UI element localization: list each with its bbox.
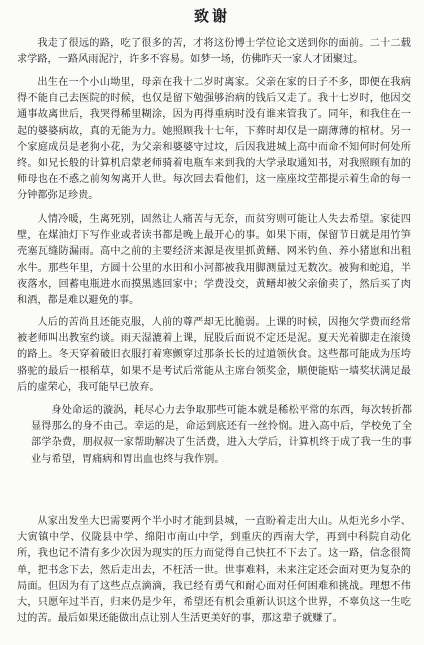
paragraph-2: 出生在一个小山坳里，母亲在我十二岁时离家。父亲在家的日子不多，即便在我病得不能自己去医院的时候，也仅是留下勉强够治病的钱后又走了。我十七岁时，他因交通事故离世后，我哭得稀里糊涂，因为再得重病时没有谁来管我了。同年，和我住在一起的婆婆病故，真的无能为力。她照顾我十七年，下葬时却仅是一副薄薄的棺材。另一个家庭成员是老狗小花，为父亲和婆婆守过坟，后因我进城上高中而命不知何时何处所终。如兄长般的计算机启蒙老师骑着电瓶车来到我的大学录取通知书，对我照顾有加的师母也在不惑之前匆匆离开人世。每次回去看他们，这一座座坟茔都提示着生命的每一分钟都弥足珍贵。	[17, 77, 411, 202]
paragraph-1: 我走了很远的路，吃了很多的苦，才将这份博士学位论文送到你的面前。二十二载求学路，一路风雨泥泞，许多不容易。如梦一场，仿佛昨天一家人才团聚过。	[17, 38, 411, 66]
paragraph-4: 人后的苦尚且还能克服，人前的尊严却无比脆弱。上课的时候，因拖欠学费而经常被老师叫出教室约谈。雨天湿漉着上课，屁股后面说不定还是泥。夏天光着脚走在滚烫的路上。冬天穿着破旧衣服打着寒颤穿过那条长长的过道领伙食。这些都可能成为压垮骆驼的最后一根稻草，如果不是考试后常能从主席台领奖金，顺便能贴一墙奖状满足最后的虚荣心，我可能早已放弃。	[17, 317, 411, 393]
paragraph-5: 身处命运的漩涡，耗尽心力去争取那些可能本就是稀松平常的东西，每次转折都显得那么的身不由己。幸运的是，命运到底还有一丝怜悯。进入高中后，学校免了全部学杂费，朋叔叔一家帮助解决了生活费，进入大学后，计算机终于成了我一生的事业与希望，胃痛病和胃出血也终与我作别。	[31, 405, 412, 465]
paragraph-6: 从家出发坐大巴需要两个半小时才能到县城，一直盼着走出大山。从炬光乡小学、大寅镇中学、仪陇县中学、绵阳市南山中学，到重庆的西南大学，再到中科院自动化所，我也记不清有多少次因为现实的压力而觉得自己快扛不下去了。这一路，信念很简单，把书念下去，然后走出去，不枉活一世。世事难料，未来注定还会面对更为复杂的局面。但因为有了这些点点滴滴，我已经有勇气和耐心面对任何困难和挑战。理想不伟大，只愿年过半百，归来仍是少年，希望还有机会重新认识这个世界，不辜负这一生吃过的苦。最后如果还能做出点让别人生活更美好的事，那这辈子就赚了。	[17, 516, 411, 625]
page-title: 致谢	[193, 7, 230, 25]
paragraph-3: 人情冷暖，生离死别，固然让人痛苦与无奈，而贫穷则可能让人失去希望。家徒四壁，在煤油灯下写作业或者读书都是晚上最开心的事。如果下雨，保留节日就是用竹笋壳塞瓦缝防漏雨。高中之前的主要经济来源是夜里抓黄鳝、网米钓鱼、养小猪崽和出租水牛。那些年里，方圆十公里的水田和小河都被我用脚测量过无数次。被狗和蛇追，半夜落水，回蓄电瓶进水而摸黑逃回家中；学费没交，黄鳝却被父亲偷卖了，然后买了肉和酒，都是难以避免的事。	[17, 214, 411, 307]
